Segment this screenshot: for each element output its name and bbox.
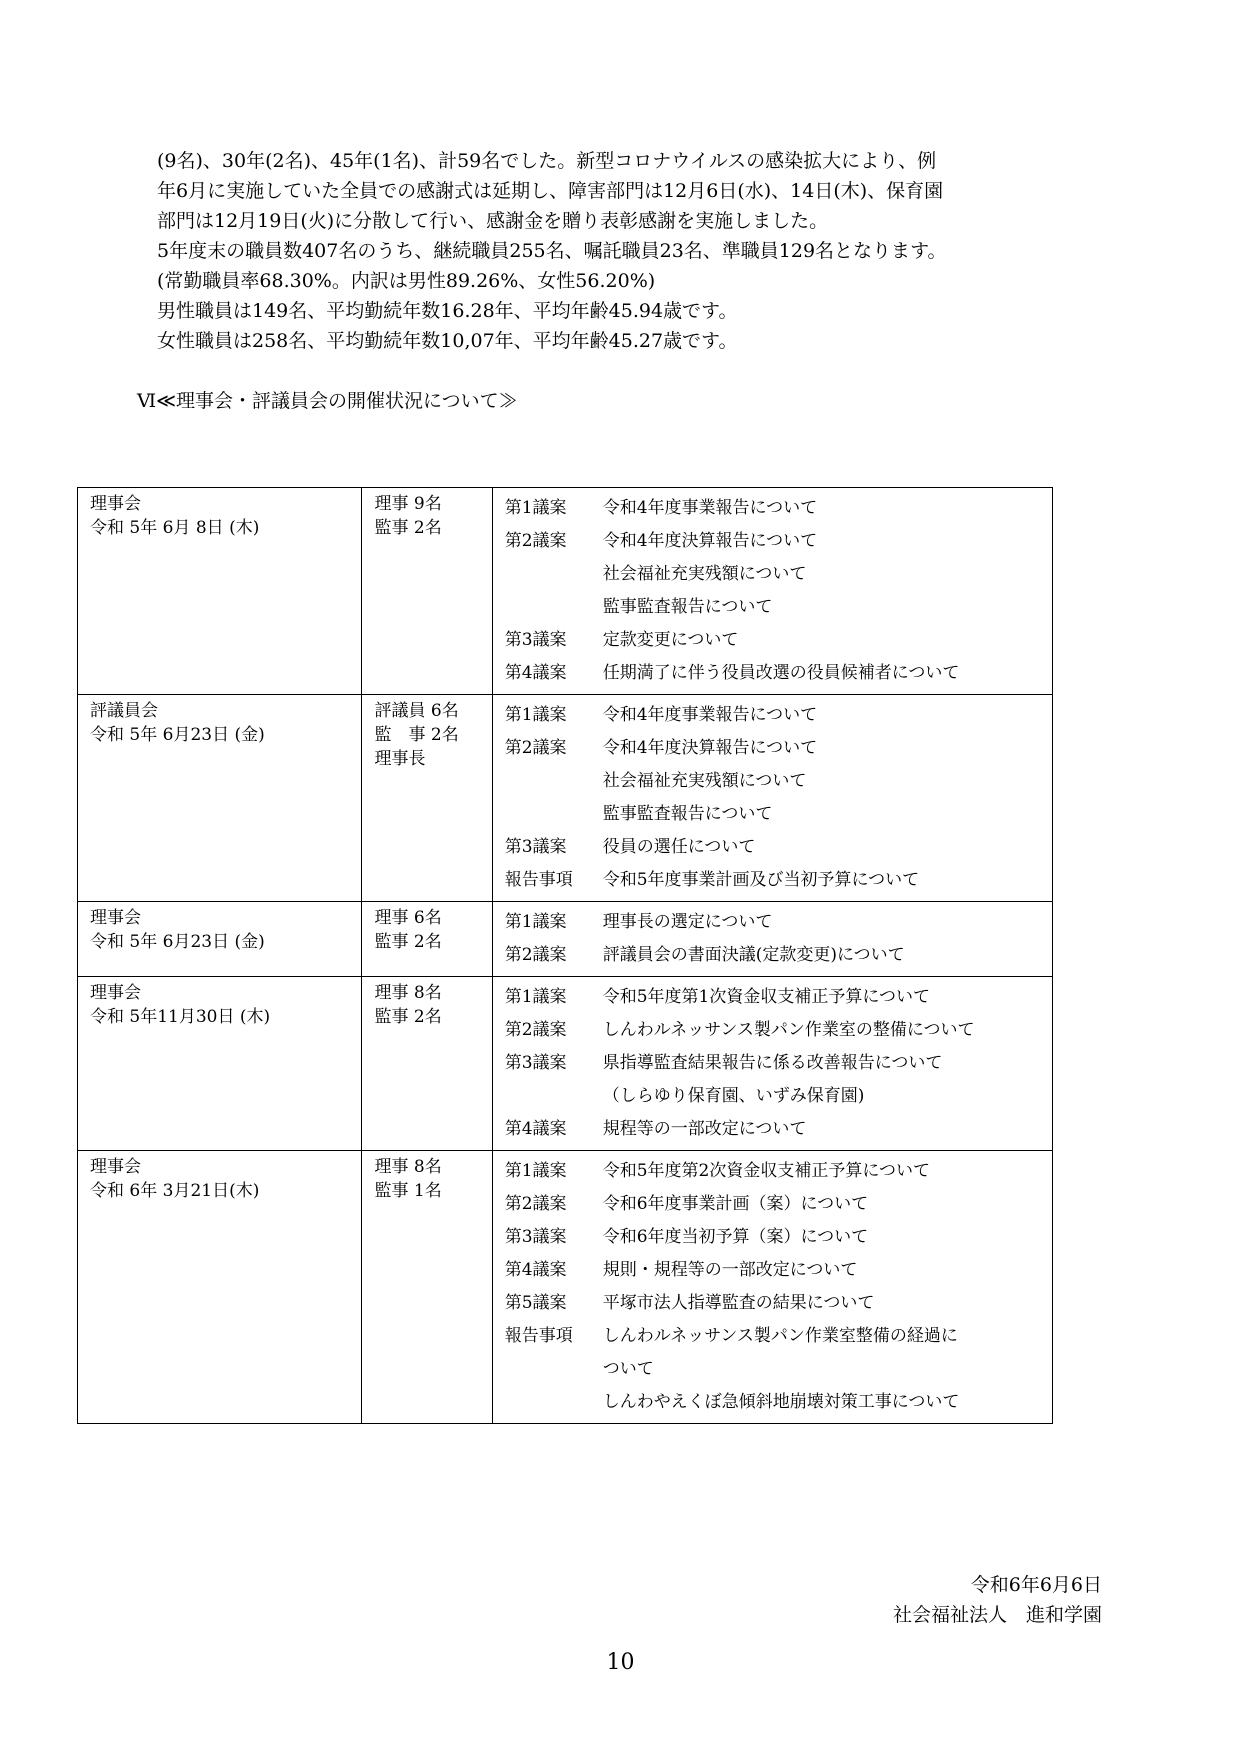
attendees-cell <box>362 902 492 977</box>
agenda-item <box>505 1287 1040 1320</box>
paragraph-line: 男性職員は149名、平均勤続年数16.28年、平均年齢45.94歳です。 <box>157 300 738 322</box>
agenda-cell <box>492 902 1052 977</box>
agenda-item <box>505 591 1040 624</box>
agenda-item <box>505 657 1040 690</box>
agenda-item <box>505 765 1040 798</box>
agenda-text: 県指導監査結果報告に係る改善報告について <box>602 1053 943 1073</box>
meeting-name: 評議員会 <box>90 701 158 721</box>
agenda-label: 第4議案 <box>504 663 567 683</box>
agenda-item <box>505 1188 1040 1221</box>
agenda-text: 令和4年度事業報告について <box>602 705 818 725</box>
agenda-label <box>505 591 603 624</box>
agenda-label: 第2議案 <box>504 738 567 758</box>
paragraph-line: 部門は12月19日(火)に分散して行い、感謝金を贈り表彰感謝を実施しました。 <box>157 210 829 232</box>
agenda-text: 令和5年度第1次資金収支補正予算について <box>602 987 930 1007</box>
attendee-count: 理事長 <box>374 749 426 769</box>
agenda-item <box>505 1014 1040 1047</box>
agenda-item <box>505 939 1040 972</box>
agenda-text: 役員の選任について <box>602 837 756 857</box>
agenda-text: 評議員会の書面決議(定款変更)について <box>602 945 905 965</box>
attendee-count: 理事 8名 <box>374 1157 442 1177</box>
agenda-text: 令和6年度事業計画（案）について <box>602 1194 869 1214</box>
attendee-count: 監事 1名 <box>374 1181 442 1201</box>
agenda-item <box>505 1353 1040 1386</box>
agenda-text: 規則・規程等の一部改定について <box>602 1260 858 1280</box>
agenda-text: 社会福祉充実残額について <box>602 564 807 584</box>
meeting-name: 理事会 <box>90 983 141 1003</box>
agenda-label: 第3議案 <box>504 630 567 650</box>
meeting-row <box>78 695 1053 902</box>
agenda-text: 規程等の一部改定について <box>602 1119 807 1139</box>
agenda-text: しんわルネッサンス製パン作業室の整備について <box>602 1020 975 1040</box>
footer-organization: 社会福祉法人 進和学園 <box>892 1604 1102 1626</box>
agenda-cell <box>492 1151 1052 1424</box>
agenda-item <box>505 732 1040 765</box>
agenda-label: 第1議案 <box>504 498 567 518</box>
agenda-text: 任期満了に伴う役員改選の役員候補者について <box>602 663 960 683</box>
agenda-text: ついて <box>602 1359 654 1379</box>
meeting-name: 理事会 <box>90 1157 141 1177</box>
agenda-label <box>505 558 603 591</box>
attendees-cell <box>362 488 492 695</box>
attendee-count: 評議員 6名 <box>374 701 459 721</box>
agenda-text: 監事監査報告について <box>602 597 773 617</box>
agenda-text: 理事長の選定について <box>602 912 773 932</box>
paragraph-line: (常勤職員率68.30%。内訳は男性89.26%、女性56.20%) <box>157 270 656 292</box>
paragraph-line: 女性職員は258名、平均勤続年数10,07年、平均年齢45.27歳です。 <box>157 330 738 352</box>
agenda-text: 令和4年度決算報告について <box>602 738 818 758</box>
footer-date: 令和6年6月6日 <box>970 1574 1102 1596</box>
agenda-item <box>505 906 1040 939</box>
page-number: 10 <box>606 1650 635 1675</box>
agenda-label: 第3議案 <box>504 1053 567 1073</box>
agenda-cell <box>492 695 1052 902</box>
meetings-table <box>77 487 1053 1424</box>
agenda-item <box>505 1254 1040 1287</box>
agenda-text: 社会福祉充実残額について <box>602 771 807 791</box>
agenda-item <box>505 558 1040 591</box>
agenda-item <box>505 1320 1040 1353</box>
agenda-text: 平塚市法人指導監査の結果について <box>602 1293 875 1313</box>
agenda-text: （しらゆり保育園、いずみ保育園) <box>602 1086 865 1106</box>
meeting-cell <box>78 1151 362 1424</box>
meeting-cell <box>78 695 362 902</box>
meeting-name: 理事会 <box>90 908 141 928</box>
attendee-count: 理事 8名 <box>374 983 442 1003</box>
agenda-text: しんわやえくぼ急傾斜地崩壊対策工事について <box>602 1392 960 1412</box>
meeting-date: 令和 5年11月30日 (木) <box>90 1007 271 1027</box>
agenda-text: 監事監査報告について <box>602 804 773 824</box>
paragraph-line: (9名)、30年(2名)、45年(1名)、計59名でした。新型コロナウイルスの感染拡大により、例 <box>157 150 937 172</box>
agenda-label: 第1議案 <box>504 912 567 932</box>
agenda-text: 令和4年度決算報告について <box>602 531 818 551</box>
meeting-cell <box>78 977 362 1151</box>
meeting-row <box>78 902 1053 977</box>
agenda-label: 第1議案 <box>504 1161 567 1181</box>
agenda-item <box>505 1386 1040 1419</box>
agenda-text: 令和6年度当初予算（案）について <box>602 1227 869 1247</box>
agenda-label: 第2議案 <box>504 1020 567 1040</box>
agenda-item <box>505 1155 1040 1188</box>
agenda-label <box>505 1353 603 1386</box>
attendees-cell <box>362 1151 492 1424</box>
agenda-label: 報告事項 <box>504 870 573 890</box>
agenda-label <box>505 1080 603 1113</box>
attendee-count: 監 事 2名 <box>374 725 459 745</box>
attendee-count: 監事 2名 <box>374 518 442 538</box>
meeting-date: 令和 5年 6月 8日 (木) <box>90 518 260 538</box>
agenda-text: 令和5年度第2次資金収支補正予算について <box>602 1161 930 1181</box>
agenda-item <box>505 831 1040 864</box>
agenda-item <box>505 1221 1040 1254</box>
agenda-item <box>505 864 1040 897</box>
agenda-label: 第3議案 <box>504 837 567 857</box>
agenda-text: しんわルネッサンス製パン作業室整備の経過に <box>602 1326 958 1346</box>
meeting-date: 令和 6年 3月21日(木) <box>90 1181 260 1201</box>
agenda-label <box>505 765 603 798</box>
meeting-cell <box>78 902 362 977</box>
meeting-name: 理事会 <box>90 494 141 514</box>
agenda-cell <box>492 977 1052 1151</box>
meeting-date: 令和 5年 6月23日 (金) <box>90 725 265 745</box>
agenda-label: 第2議案 <box>504 945 567 965</box>
agenda-label <box>505 798 603 831</box>
meeting-cell <box>78 488 362 695</box>
meeting-row <box>78 977 1053 1151</box>
agenda-item <box>505 1113 1040 1146</box>
agenda-text: 令和5年度事業計画及び当初予算について <box>602 870 920 890</box>
agenda-item <box>505 699 1040 732</box>
agenda-item <box>505 492 1040 525</box>
agenda-label: 第4議案 <box>504 1119 567 1139</box>
paragraph-line: 年6月に実施していた全員での感謝式は延期し、障害部門は12月6日(水)、14日(木)、保育園 <box>157 180 944 202</box>
agenda-label: 第1議案 <box>504 705 567 725</box>
agenda-item <box>505 624 1040 657</box>
body-paragraph <box>157 146 1117 356</box>
attendee-count: 理事 6名 <box>374 908 442 928</box>
attendee-count: 監事 2名 <box>374 932 442 952</box>
agenda-text: 定款変更について <box>602 630 739 650</box>
meeting-row <box>78 488 1053 695</box>
attendee-count: 理事 9名 <box>374 494 442 514</box>
agenda-label: 第2議案 <box>504 531 567 551</box>
attendee-count: 監事 2名 <box>374 1007 442 1027</box>
agenda-label: 第5議案 <box>504 1293 567 1313</box>
agenda-item <box>505 1080 1040 1113</box>
agenda-label: 第2議案 <box>504 1194 567 1214</box>
attendees-cell <box>362 695 492 902</box>
agenda-item <box>505 1047 1040 1080</box>
agenda-label: 第1議案 <box>504 987 567 1007</box>
agenda-label: 報告事項 <box>504 1326 573 1346</box>
agenda-item <box>505 798 1040 831</box>
paragraph-line: 5年度末の職員数407名のうち、継続職員255名、嘱託職員23名、準職員129名となります。 <box>157 240 947 262</box>
agenda-cell <box>492 488 1052 695</box>
attendees-cell <box>362 977 492 1151</box>
section-heading: Ⅵ≪理事会・評議員会の開催状況について≫ <box>137 390 518 412</box>
agenda-label: 第4議案 <box>504 1260 567 1280</box>
agenda-text: 令和4年度事業報告について <box>602 498 818 518</box>
agenda-item <box>505 981 1040 1014</box>
agenda-label <box>505 1386 603 1419</box>
agenda-item <box>505 525 1040 558</box>
meeting-row <box>78 1151 1053 1424</box>
meeting-date: 令和 5年 6月23日 (金) <box>90 932 265 952</box>
agenda-label: 第3議案 <box>504 1227 567 1247</box>
